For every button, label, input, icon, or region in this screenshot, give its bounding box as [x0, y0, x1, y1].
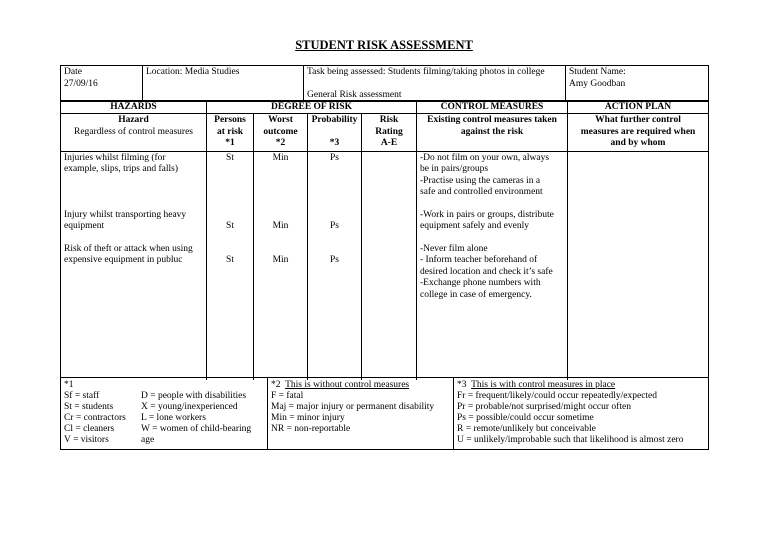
col-persons	[207, 114, 254, 152]
header-table	[60, 65, 709, 102]
col-hazard	[61, 114, 207, 152]
prob-cell	[308, 151, 362, 380]
key-table	[60, 377, 709, 450]
risk-row-2-worst: Min	[272, 221, 289, 231]
key-item: R = remote/unlikely but conceivable	[457, 424, 596, 434]
date-label: Date	[64, 67, 82, 77]
col-hazard-title: Hazard	[118, 115, 149, 125]
text-line: desired location and check it’s safe	[420, 266, 553, 277]
key-persons	[61, 378, 268, 450]
general-assessment: General Risk assessment	[307, 89, 402, 100]
col-rating-l3: A-E	[380, 138, 398, 148]
key-code: St = students	[64, 402, 114, 412]
key-row	[64, 413, 264, 424]
key-item: Maj = major injury or permanent disability	[271, 402, 435, 412]
risk-row-1-control	[420, 153, 564, 199]
text-line: be in pairs/groups	[420, 164, 489, 174]
col-prob-l3: *3	[329, 138, 340, 148]
key-item: Pr = probable/not surprised/might occur often	[457, 402, 631, 412]
col-rating	[362, 114, 417, 152]
text-line: -Do not film on your own, always	[420, 152, 550, 163]
student-label: Student Name:	[569, 67, 626, 77]
col-control-l2: against the risk	[460, 126, 524, 137]
date-cell	[61, 66, 143, 102]
col-prob	[308, 114, 362, 152]
student-name: Amy Goodban	[569, 78, 626, 89]
group-control: CONTROL MEASURES	[417, 101, 568, 114]
risk-row-2-control	[420, 210, 564, 233]
text-line: expensive equipment in publuc	[64, 255, 183, 265]
key-item: Min = minor injury	[271, 413, 345, 423]
risk-row-3-persons: St	[226, 254, 234, 265]
text-line: - Inform teacher beforehand of	[420, 255, 538, 265]
worst-cell	[254, 151, 308, 380]
risk-row-2-persons: St	[226, 221, 234, 231]
key-row	[64, 424, 264, 435]
col-action-l3: and by whom	[610, 138, 666, 148]
location-cell: Location: Media Studies	[143, 66, 304, 102]
risk-row-1-worst: Min	[272, 152, 289, 163]
col-action-l1: What further control	[595, 115, 681, 125]
risk-row-2-hazard	[64, 210, 203, 233]
key-item: U = unlikely/improbable such that likelihood is almost zero	[457, 435, 684, 445]
page-title: STUDENT RISK ASSESSMENT	[295, 38, 473, 52]
rating-cell	[362, 151, 417, 380]
risk-row-1-hazard	[64, 153, 203, 176]
student-cell	[566, 66, 709, 102]
risk-table	[60, 100, 709, 380]
text-line: Injuries whilst filming (for	[64, 152, 166, 163]
text-line: Risk of theft or attack when using	[64, 243, 193, 254]
text-line: safe and controlled environment	[420, 187, 543, 197]
col-control-l1: Existing control measures taken	[427, 115, 557, 125]
risk-row-3-prob: Ps	[330, 254, 339, 265]
key-item: Ps = possible/could occur sometime	[457, 413, 594, 423]
risk-row-2-prob: Ps	[330, 221, 339, 231]
text-line: -Work in pairs or groups, distribute	[420, 209, 554, 220]
col-worst-l2: outcome	[263, 126, 298, 137]
key-code: D = people with disabilities	[141, 391, 247, 401]
task-cell	[304, 66, 566, 102]
key-probability-mark: *3	[457, 380, 467, 390]
risk-row-1-persons: St	[226, 152, 234, 163]
risk-row-1-prob: Ps	[330, 152, 339, 163]
key-item: F = fatal	[271, 391, 304, 401]
risk-row-3-worst: Min	[272, 254, 289, 265]
text-line: -Never film alone	[420, 243, 488, 254]
text-line: college in case of emergency.	[420, 289, 532, 300]
key-outcome-mark: *2	[271, 380, 281, 390]
key-outcome-head	[271, 380, 450, 391]
col-control	[417, 114, 568, 152]
key-probability-title: This is with control measures in place	[471, 380, 616, 390]
key-row	[64, 391, 264, 402]
risk-row-3-control	[420, 244, 564, 302]
key-outcome-title: This is without control measures	[285, 380, 410, 390]
key-code: X = young/inexperienced	[141, 402, 238, 412]
col-persons-l2: at risk	[216, 126, 244, 137]
key-code: Sf = staff	[64, 391, 100, 401]
col-action-l2: measures are required when	[580, 126, 696, 137]
key-persons-head: *1	[64, 380, 74, 390]
text-line: equipment	[64, 221, 105, 231]
risk-row-3-hazard	[64, 244, 203, 267]
key-probability	[454, 378, 709, 450]
task-label: Task being assessed: Students filming/taking photos in college	[307, 67, 545, 77]
col-hazard-sub: Regardless of control measures	[74, 126, 193, 137]
key-probability-head	[457, 380, 705, 391]
hazard-cell	[61, 151, 207, 380]
col-worst	[254, 114, 308, 152]
col-worst-l1: Worst	[268, 115, 293, 125]
persons-cell	[207, 151, 254, 380]
col-action	[568, 114, 709, 152]
col-persons-l1: Persons	[214, 115, 246, 125]
col-persons-l3: *1	[225, 138, 235, 148]
key-item: Fr = frequent/likely/could occur repeatedly/expected	[457, 391, 658, 401]
key-item: NR = non-reportable	[271, 424, 351, 434]
col-rating-l2: Rating	[375, 126, 403, 137]
key-row	[64, 435, 264, 446]
group-hazards: HAZARDS	[61, 101, 207, 114]
text-line: -Practise using the cameras in a	[420, 175, 541, 186]
key-code: age	[141, 435, 155, 445]
key-code: Cl = cleaners	[64, 424, 115, 434]
key-code: W = women of child-bearing	[141, 424, 252, 434]
key-code: Cr = contractors	[64, 413, 126, 423]
date-value: 27/09/16	[64, 78, 98, 89]
text-line: Injury whilst transporting heavy	[64, 209, 187, 220]
col-rating-l1: Risk	[379, 115, 399, 125]
col-worst-l3: *2	[275, 138, 286, 148]
group-degree: DEGREE OF RISK	[207, 101, 417, 114]
control-cell	[417, 151, 568, 380]
key-code: L = lone workers	[141, 413, 206, 423]
col-prob-l1: Probability	[311, 115, 358, 125]
text-line: -Exchange phone numbers with	[420, 278, 541, 288]
key-row	[64, 402, 264, 413]
text-line: equipment safely and evenly	[420, 221, 529, 231]
text-line: example, slips, trips and falls)	[64, 164, 178, 174]
action-cell	[568, 151, 709, 380]
key-outcome	[268, 378, 454, 450]
group-action: ACTION PLAN	[568, 101, 709, 114]
key-code: V = visitors	[64, 435, 109, 445]
